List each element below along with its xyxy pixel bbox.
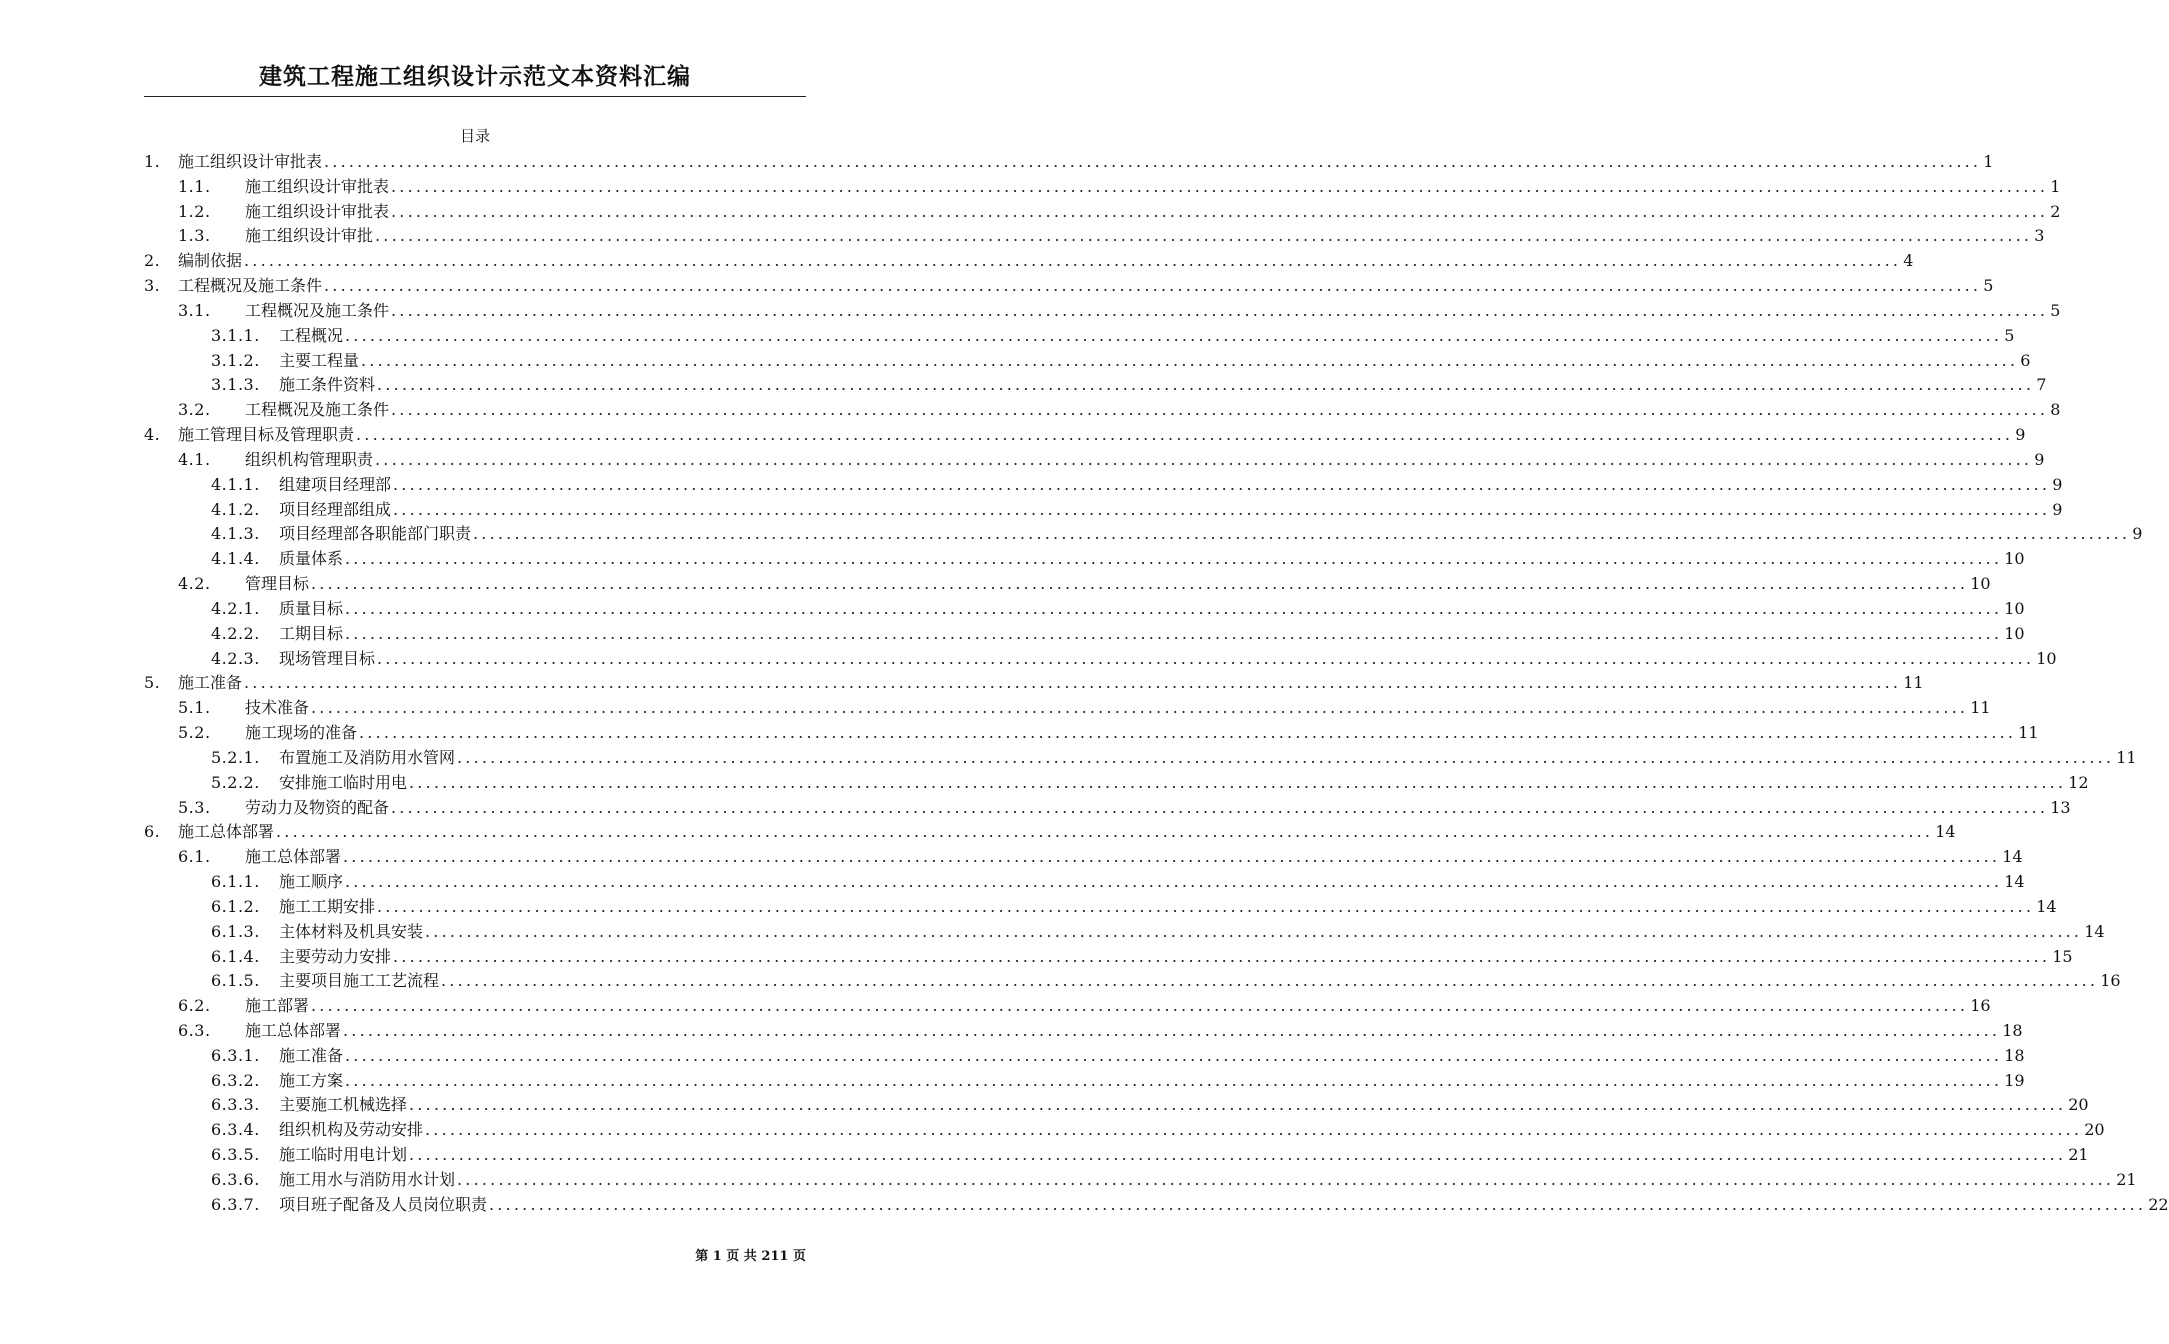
toc-entry-number: 6.1.4. [211,946,260,966]
toc-entry[interactable] [144,423,2026,448]
toc-entry-title: 主要工程量 [279,350,360,370]
toc-entry-title: 施工组织设计审批 [245,226,374,246]
toc-entry-number: 4.2. [178,574,211,594]
page-header [144,62,806,97]
toc-dot-leader: ........................................................................................................................................................................................................ [311,698,1969,718]
toc-entry-page: 20 [2068,1095,2089,1115]
toc-entry[interactable] [144,522,2143,547]
toc-entry-page: 5 [1983,276,1994,296]
toc-entry-title: 施工管理目标及管理职责 [178,425,355,445]
toc-entry[interactable] [144,870,2025,895]
toc-dot-leader: ........................................................................................................................................................................................................ [324,276,1982,296]
toc-entry-page: 20 [2084,1120,2105,1140]
toc-entry-page: 5 [2050,300,2061,320]
toc-entry-number: 6.2. [178,996,211,1016]
toc-entry[interactable] [144,572,1991,597]
toc-entry-number: 3.1.3. [211,375,260,395]
toc-dot-leader: ........................................................................................................................................................................................................ [457,1169,2115,1189]
toc-entry-number: 6.3.6. [211,1169,260,1189]
toc-dot-leader: ........................................................................................................................................................................................................ [457,747,2115,767]
toc-entry-page: 9 [2015,425,2026,445]
toc-entry-title: 主体材料及机具安装 [279,921,424,941]
toc-dot-leader: ........................................................................................................................................................................................................ [345,623,2003,643]
toc-entry-title: 布置施工及消防用水管网 [279,747,456,767]
toc-dot-leader: ........................................................................................................................................................................................................ [345,1070,2003,1090]
toc-entry-title: 施工组织设计审批表 [178,152,323,171]
toc-dot-leader: ........................................................................................................................................................................................................ [359,723,2017,743]
toc-entry-title: 施工准备 [279,1045,344,1065]
toc-entry-page: 5 [2004,325,2015,345]
toc-entry-page: 9 [2034,449,2045,469]
toc-entry-number: 6.1.3. [211,921,260,941]
toc-entry-number: 4.2.1. [211,598,260,618]
toc-entry-page: 22 [2148,1194,2169,1214]
toc-entry-page: 2 [2050,201,2061,221]
toc-entry[interactable] [144,820,1956,845]
toc-entry-number: 6.1.1. [211,872,260,892]
toc-entry-title: 质量目标 [279,598,344,618]
toc-entry-title: 现场管理目标 [279,648,376,668]
toc-entry-page: 15 [2052,946,2073,966]
toc-entry-page: 9 [2052,499,2063,519]
toc-entry[interactable] [144,696,1991,721]
toc-entry-number: 6.1.5. [211,971,260,991]
toc-entry-title: 主要劳动力安排 [279,946,392,966]
toc-entry-page: 16 [2100,971,2121,991]
toc-dot-leader: ........................................................................................................................................................................................................ [377,375,2035,395]
toc-entry-number: 4.2.2. [211,623,260,643]
toc-entry-number: 1.2. [178,201,211,221]
toc-entry[interactable] [144,597,2025,622]
toc-entry-title: 管理目标 [245,574,310,594]
toc-dot-leader: ........................................................................................................................................................................................................ [244,251,1902,271]
toc-entry-number: 1.1. [178,176,211,196]
toc-dot-leader: ........................................................................................................................................................................................................ [425,1120,2083,1140]
toc-entry[interactable] [144,796,2071,821]
toc-dot-leader: ........................................................................................................................................................................................................ [311,996,1969,1016]
toc-entry-page: 18 [2002,1020,2023,1040]
toc-entry-page: 7 [2036,375,2047,395]
toc-entry[interactable] [144,622,2025,647]
toc-entry-number: 3.2. [178,400,211,420]
toc-entry-title: 项目班子配备及人员岗位职责 [279,1194,488,1214]
toc-entry-title: 工程概况 [279,325,344,345]
toc-entry-page: 10 [2036,648,2057,668]
toc-entry-title: 主要项目施工工艺流程 [279,971,440,991]
toc-entry-title: 施工组织设计审批表 [245,176,390,196]
toc-entry-number: 5.2.2. [211,772,260,792]
toc-dot-leader: ........................................................................................................................................................................................................ [391,300,2049,320]
toc-entry-number: 5.1. [178,698,211,718]
toc-entry[interactable] [144,969,2121,994]
toc-entry-title: 施工部署 [245,996,310,1016]
toc-dot-leader: ........................................................................................................................................................................................................ [377,896,2035,916]
toc-dot-leader: ........................................................................................................................................................................................................ [409,1145,2067,1165]
toc-entry-title: 主要施工机械选择 [279,1095,408,1115]
toc-entry[interactable] [144,373,2047,398]
toc-entry-page: 4 [1903,251,1914,271]
toc-dot-leader: ........................................................................................................................................................................................................ [489,1194,2147,1214]
toc-entry-page: 14 [2036,896,2057,916]
toc-entry-number: 3. [144,276,161,296]
toc-entry[interactable] [144,150,1994,175]
toc-dot-leader: ........................................................................................................................................................................................................ [375,226,2033,246]
toc-entry-number: 3.1.2. [211,350,260,370]
page-number-footer: 第 1 页 共 211 页 [695,1249,806,1264]
toc-entry-number: 6.3.7. [211,1194,260,1214]
toc-entry-title: 施工用水与消防用水计划 [279,1169,456,1189]
toc-entry-title: 组建项目经理部 [279,474,392,494]
toc-entry-title: 施工方案 [279,1070,344,1090]
toc-entry-title: 施工顺序 [279,872,344,892]
toc-entry-number: 2. [144,251,161,271]
toc-entry-page: 1 [1983,152,1994,171]
toc-entry-page: 11 [2018,723,2039,743]
toc-dot-leader: ........................................................................................................................................................................................................ [393,474,2051,494]
toc-entry-title: 施工总体部署 [178,822,275,842]
toc-dot-leader: ........................................................................................................................................................................................................ [345,598,2003,618]
toc-entry-number: 6.3.2. [211,1070,260,1090]
toc-entry-title: 施工现场的准备 [245,723,358,743]
toc-entry[interactable] [144,994,1991,1019]
toc-entry-number: 6.1. [178,847,211,867]
toc-entry[interactable] [144,200,2061,225]
toc-entry-number: 3.1.1. [211,325,260,345]
toc-entry-title: 技术准备 [245,698,310,718]
toc-entry-title: 项目经理部各职能部门职责 [279,524,472,544]
toc-entry-number: 5. [144,673,161,693]
toc-entry-number: 6.3.4. [211,1120,260,1140]
toc-entry[interactable] [144,1044,2025,1069]
toc-dot-leader: ........................................................................................................................................................................................................ [345,1045,2003,1065]
toc-entry-title: 工期目标 [279,623,344,643]
toc-entry[interactable] [144,721,2039,746]
toc-dot-leader: ........................................................................................................................................................................................................ [324,152,1982,171]
toc-entry-page: 8 [2050,400,2061,420]
toc-entry-page: 11 [1970,698,1991,718]
toc-entry[interactable] [144,1093,2089,1118]
toc-entry-number: 1. [144,152,161,171]
toc-dot-leader: ........................................................................................................................................................................................................ [361,350,2019,370]
toc-entry-number: 1.3. [178,226,211,246]
toc-entry-title: 组织机构管理职责 [245,449,374,469]
toc-entry[interactable] [144,746,2137,771]
toc-entry-number: 6.3.5. [211,1145,260,1165]
toc-entry-page: 1 [2050,176,2061,196]
toc-entry-number: 6.3. [178,1020,211,1040]
toc-entry-number: 6.1.2. [211,896,260,916]
toc-dot-leader: ........................................................................................................................................................................................................ [393,499,2051,519]
toc-entry[interactable] [144,498,2063,523]
toc-dot-leader: ........................................................................................................................................................................................................ [345,549,2003,569]
toc-entry-page: 21 [2068,1145,2089,1165]
toc-entry-title: 施工总体部署 [245,847,342,867]
toc-entry-title: 施工工期安排 [279,896,376,916]
toc-entry[interactable] [144,1193,2169,1218]
toc-dot-leader: ........................................................................................................................................................................................................ [441,971,2099,991]
toc-entry[interactable] [144,1168,2137,1193]
toc-dot-leader: ........................................................................................................................................................................................................ [244,673,1902,693]
document-title: 建筑工程施工组织设计示范文本资料汇编 [259,64,691,90]
toc-entry-number: 6.3.3. [211,1095,260,1115]
toc-dot-leader: ........................................................................................................................................................................................................ [391,797,2049,817]
toc-entry-title: 施工准备 [178,673,243,693]
toc-entry-page: 11 [1903,673,1924,693]
toc-entry[interactable] [144,448,2045,473]
toc-entry[interactable] [144,398,2061,423]
toc-dot-leader: ........................................................................................................................................................................................................ [393,946,2051,966]
toc-entry-page: 11 [2116,747,2137,767]
toc-dot-leader: ........................................................................................................................................................................................................ [343,1020,2001,1040]
table-of-contents [144,150,2169,1218]
toc-entry[interactable] [144,473,2063,498]
toc-entry-title: 施工临时用电计划 [279,1145,408,1165]
toc-entry[interactable] [144,175,2061,200]
toc-entry-number: 6. [144,822,161,842]
toc-entry-page: 14 [2084,921,2105,941]
toc-entry[interactable] [144,274,1994,299]
toc-entry-title: 编制依据 [178,251,243,271]
toc-dot-leader: ........................................................................................................................................................................................................ [276,822,1934,842]
toc-entry[interactable] [144,1118,2105,1143]
toc-entry-number: 6.3.1. [211,1045,260,1065]
toc-entry-title: 施工总体部署 [245,1020,342,1040]
toc-entry-number: 4.1.4. [211,549,260,569]
toc-entry-page: 3 [2034,226,2045,246]
toc-dot-leader: ........................................................................................................................................................................................................ [391,176,2049,196]
toc-entry-number: 4.1.2. [211,499,260,519]
toc-entry-page: 9 [2052,474,2063,494]
toc-entry-title: 施工组织设计审批表 [245,201,390,221]
toc-entry-number: 4.1.1. [211,474,260,494]
toc-entry-page: 10 [2004,549,2025,569]
toc-entry-title: 组织机构及劳动安排 [279,1120,424,1140]
toc-entry-number: 4. [144,425,161,445]
toc-entry[interactable] [144,1143,2089,1168]
toc-entry-title: 安排施工临时用电 [279,772,408,792]
toc-entry[interactable] [144,945,2073,970]
toc-entry-title: 工程概况及施工条件 [245,400,390,420]
toc-dot-leader: ........................................................................................................................................................................................................ [473,524,2131,544]
toc-entry[interactable] [144,771,2089,796]
toc-entry-title: 施工条件资料 [279,375,376,395]
toc-entry-page: 21 [2116,1169,2137,1189]
toc-entry-number: 5.2.1. [211,747,260,767]
toc-dot-leader: ........................................................................................................................................................................................................ [345,872,2003,892]
toc-entry-number: 5.2. [178,723,211,743]
toc-entry[interactable] [144,349,2031,374]
toc-entry-number: 4.2.3. [211,648,260,668]
toc-dot-leader: ........................................................................................................................................................................................................ [391,201,2049,221]
toc-entry-number: 4.1. [178,449,211,469]
toc-entry[interactable] [144,920,2105,945]
toc-dot-leader: ........................................................................................................................................................................................................ [343,847,2001,867]
toc-entry-page: 6 [2020,350,2031,370]
toc-dot-leader: ........................................................................................................................................................................................................ [377,648,2035,668]
toc-dot-leader: ........................................................................................................................................................................................................ [409,772,2067,792]
toc-entry-title: 劳动力及物资的配备 [245,797,390,817]
toc-entry[interactable] [144,671,1924,696]
toc-entry[interactable] [144,845,2023,870]
toc-entry-title: 质量体系 [279,549,344,569]
toc-entry[interactable] [144,547,2025,572]
toc-entry-number: 3.1. [178,300,211,320]
toc-entry-title: 项目经理部组成 [279,499,392,519]
toc-entry-page: 9 [2132,524,2143,544]
toc-entry-page: 10 [1970,574,1991,594]
toc-entry-number: 4.1.3. [211,524,260,544]
toc-entry-title: 工程概况及施工条件 [245,300,390,320]
toc-entry[interactable] [144,1019,2023,1044]
toc-entry-page: 19 [2004,1070,2025,1090]
toc-entry-page: 14 [2004,872,2025,892]
toc-entry-page: 12 [2068,772,2089,792]
toc-entry[interactable] [144,647,2057,672]
toc-entry[interactable] [144,249,1914,274]
toc-entry-page: 10 [2004,598,2025,618]
toc-heading: 目录 [459,127,490,145]
toc-entry-page: 16 [1970,996,1991,1016]
toc-dot-leader: ........................................................................................................................................................................................................ [375,449,2033,469]
toc-entry[interactable] [144,895,2057,920]
toc-dot-leader: ........................................................................................................................................................................................................ [391,400,2049,420]
toc-entry-page: 10 [2004,623,2025,643]
toc-dot-leader: ........................................................................................................................................................................................................ [425,921,2083,941]
toc-dot-leader: ........................................................................................................................................................................................................ [409,1095,2067,1115]
toc-entry-page: 13 [2050,797,2071,817]
toc-entry[interactable] [144,1069,2025,1094]
toc-entry[interactable] [144,299,2061,324]
toc-dot-leader: ........................................................................................................................................................................................................ [345,325,2003,345]
toc-entry-page: 18 [2004,1045,2025,1065]
toc-entry-page: 14 [1935,822,1956,842]
toc-entry-number: 5.3. [178,797,211,817]
toc-entry[interactable] [144,224,2045,249]
toc-entry-title: 工程概况及施工条件 [178,276,323,296]
toc-dot-leader: ........................................................................................................................................................................................................ [356,425,2014,445]
toc-dot-leader: ........................................................................................................................................................................................................ [311,574,1969,594]
toc-entry-page: 14 [2002,847,2023,867]
toc-entry[interactable] [144,324,2015,349]
